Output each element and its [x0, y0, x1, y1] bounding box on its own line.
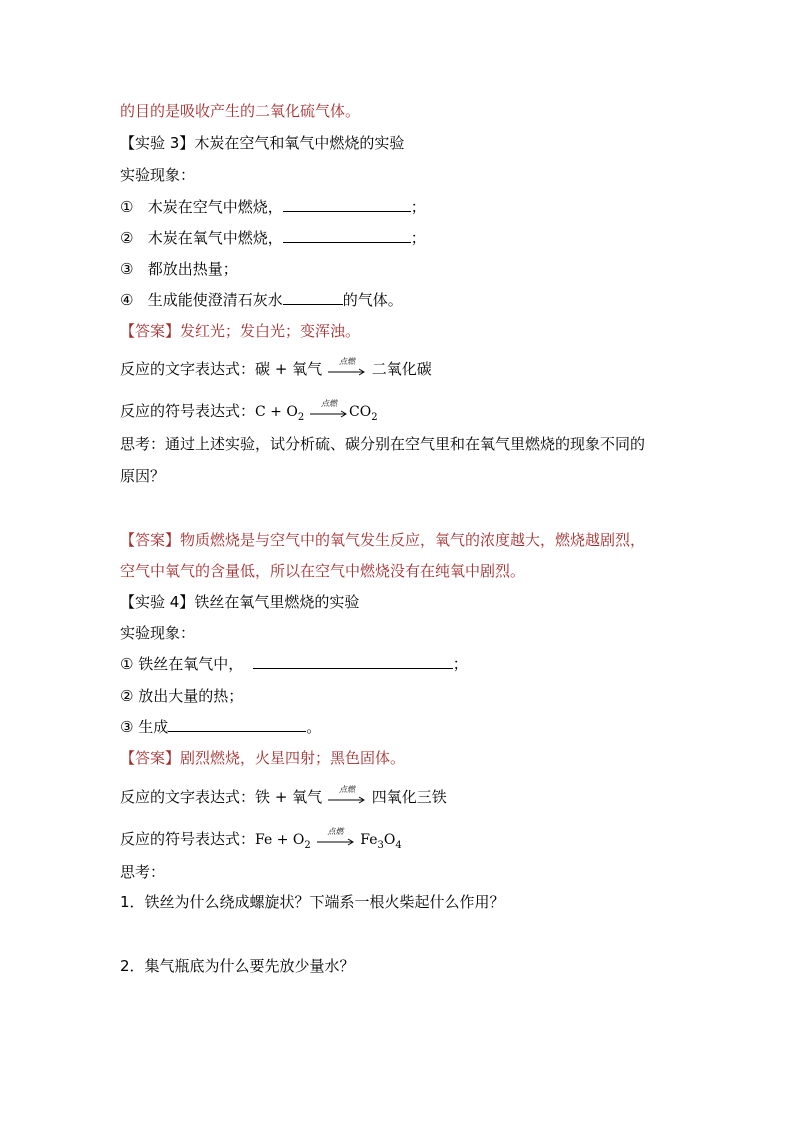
exp4-phenomena-label: 实验现象：	[120, 624, 196, 642]
answer-blank[interactable]	[283, 228, 411, 243]
exp3-phenomena-label: 实验现象：	[120, 166, 196, 184]
reaction-arrow: 点燃	[327, 788, 367, 808]
exp3-item-2: ② 木炭在氧气中燃烧， ；	[120, 229, 426, 247]
exp4-question-2: 2．集气瓶底为什么要先放少量水？	[120, 957, 355, 975]
exp3-item-3: ③ 都放出热量；	[120, 260, 238, 278]
exp4-word-equation: 反应的文字表达式：铁 + 氧气 点燃 四氧化三铁	[120, 784, 447, 806]
exp3-answer: 【答案】发红光；发白光；变浑浊。	[120, 322, 361, 340]
reaction-arrow: 点燃	[309, 402, 349, 422]
reaction-arrow: 点燃	[316, 830, 356, 850]
exp3-think-line-2: 原因？	[120, 467, 166, 485]
exp4-item-1: ① 铁丝在氧气中， ；	[120, 655, 468, 673]
exp3-symbol-equation: 反应的符号表达式：$C + O_2$ 点燃 $CO_2$	[120, 398, 378, 423]
exp3-answer-2-line-2: 空气中氧气的含量低，所以在空气中燃烧没有在纯氧中剧烈。	[120, 562, 526, 580]
exp3-item-1: ① 木炭在空气中燃烧， ；	[120, 198, 426, 216]
exp4-item-2: ② 放出大量的热；	[120, 687, 244, 705]
exp3-word-equation: 反应的文字表达式：碳 + 氧气 点燃 二氧化碳	[120, 356, 432, 378]
exp4-heading: 【实验 4】铁丝在氧气里燃烧的实验	[120, 593, 360, 611]
exp3-item-4: ④ 生成能使澄清石灰水 的气体。	[120, 291, 403, 309]
answer-blank[interactable]	[283, 197, 411, 212]
exp3-heading: 【实验 3】木炭在空气和氧气中燃烧的实验	[120, 134, 405, 152]
exp3-answer-2-line-1: 【答案】物质燃烧是与空气中的氧气发生反应，氧气的浓度越大，燃烧越剧烈，	[120, 531, 646, 549]
answer-blank[interactable]	[253, 654, 453, 669]
intro-line: 的目的是吸收产生的二氧化硫气体。	[120, 102, 361, 120]
reaction-arrow: 点燃	[327, 360, 367, 380]
exp4-symbol-equation: 反应的符号表达式：$Fe + O_2$ 点燃 $Fe_3O_4$	[120, 826, 402, 851]
answer-blank[interactable]	[283, 290, 343, 305]
answer-blank[interactable]	[168, 717, 306, 732]
exp4-answer: 【答案】剧烈燃烧，火星四射；黑色固体。	[120, 749, 406, 767]
exp3-think-line-1: 思考：通过上述实验，试分析硫、碳分别在空气里和在氧气里燃烧的现象不同的	[120, 435, 646, 453]
exp4-item-3: ③ 生成 。	[120, 718, 322, 736]
exp4-question-1: 1．铁丝为什么绕成螺旋状？下端系一根火柴起什么作用？	[120, 893, 505, 911]
exp4-think-label: 思考：	[120, 863, 166, 881]
